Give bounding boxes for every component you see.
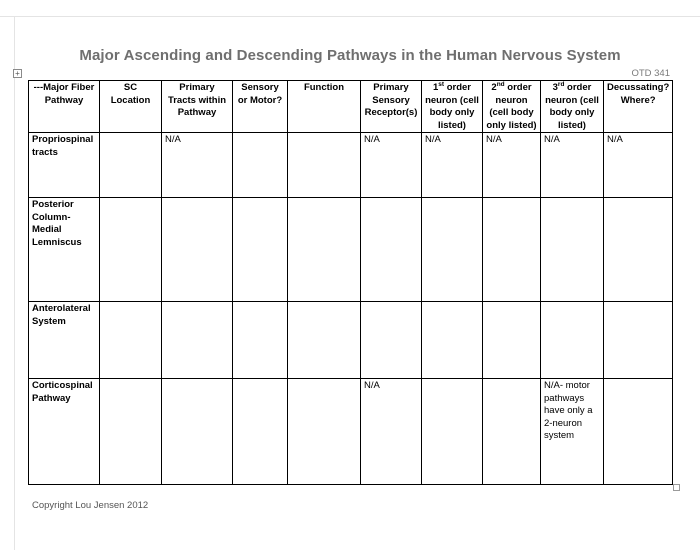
header-first-order-suffix: st bbox=[438, 80, 445, 88]
table-cell[interactable]: N/A bbox=[422, 133, 483, 198]
header-second-order-text: order neuron (cell body only listed) bbox=[486, 82, 537, 131]
table-row-propriospinal bbox=[29, 133, 673, 198]
header-first-order-ordinal: 1 bbox=[432, 82, 439, 93]
header-second-order-neuron bbox=[483, 81, 541, 133]
header-third-order-suffix: rd bbox=[557, 80, 565, 88]
row-label: Posterior Column-Medial Lemniscus bbox=[29, 198, 100, 302]
table-cell[interactable] bbox=[233, 379, 288, 485]
header-second-order-suffix: nd bbox=[496, 80, 505, 88]
table-cell[interactable]: N/A bbox=[361, 379, 422, 485]
header-sc-location: SC Location bbox=[100, 81, 162, 133]
table-cell[interactable]: N/A bbox=[162, 133, 233, 198]
table-cell[interactable] bbox=[361, 198, 422, 302]
header-decussating: Decussating? Where? bbox=[604, 81, 673, 133]
table-row-anterolateral bbox=[29, 302, 673, 379]
table-cell[interactable] bbox=[483, 302, 541, 379]
table-cell[interactable] bbox=[422, 302, 483, 379]
table-cell[interactable]: N/A bbox=[361, 133, 422, 198]
pathways-table bbox=[28, 80, 673, 485]
table-cell[interactable] bbox=[162, 198, 233, 302]
page-title: Major Ascending and Descending Pathways in the Human Nervous System bbox=[79, 47, 621, 64]
header-row bbox=[29, 81, 673, 133]
table-cell[interactable] bbox=[541, 302, 604, 379]
page-left-edge bbox=[14, 16, 15, 550]
table-cell[interactable] bbox=[541, 198, 604, 302]
table-cell[interactable] bbox=[100, 198, 162, 302]
header-first-order-text: order neuron (cell body only listed) bbox=[425, 82, 479, 131]
table-cell[interactable] bbox=[361, 302, 422, 379]
header-third-order-neuron bbox=[541, 81, 604, 133]
table-row-corticospinal bbox=[29, 379, 673, 485]
table-cell[interactable] bbox=[100, 379, 162, 485]
table-cell[interactable] bbox=[233, 198, 288, 302]
table-cell[interactable] bbox=[604, 379, 673, 485]
table-cell[interactable] bbox=[422, 198, 483, 302]
table-move-handle-icon[interactable]: + bbox=[13, 69, 22, 78]
header-third-order-ordinal: 3 bbox=[552, 82, 558, 93]
header-sensory-or-motor: Sensory or Motor? bbox=[233, 81, 288, 133]
table-cell[interactable] bbox=[604, 302, 673, 379]
table-cell[interactable] bbox=[288, 198, 361, 302]
course-code: OTD 341 bbox=[631, 68, 670, 79]
table-cell[interactable]: N/A bbox=[483, 133, 541, 198]
copyright-footer: Copyright Lou Jensen 2012 bbox=[32, 500, 149, 511]
table-cell[interactable] bbox=[162, 302, 233, 379]
table-cell[interactable] bbox=[233, 302, 288, 379]
header-first-order-neuron bbox=[422, 81, 483, 133]
table-cell[interactable] bbox=[100, 133, 162, 198]
table-cell[interactable]: N/A bbox=[604, 133, 673, 198]
header-primary-sensory-receptors: Primary Sensory Receptor(s) bbox=[361, 81, 422, 133]
table-cell[interactable] bbox=[162, 379, 233, 485]
header-major-fiber-pathway: ---Major Fiber Pathway bbox=[29, 81, 100, 133]
table-resize-handle[interactable] bbox=[673, 484, 680, 491]
header-second-order-ordinal: 2 bbox=[491, 82, 497, 93]
table-cell[interactable] bbox=[483, 379, 541, 485]
table-cell[interactable] bbox=[483, 198, 541, 302]
row-label: Anterolateral System bbox=[29, 302, 100, 379]
row-label: Propriospinal tracts bbox=[29, 133, 100, 198]
row-label: Corticospinal Pathway bbox=[29, 379, 100, 485]
table-cell[interactable] bbox=[288, 302, 361, 379]
header-function: Function bbox=[288, 81, 361, 133]
page-top-edge bbox=[0, 16, 700, 17]
table-cell[interactable]: N/A bbox=[541, 133, 604, 198]
table-cell[interactable]: N/A- motor pathways have only a 2-neuron system bbox=[541, 379, 604, 485]
table-cell[interactable] bbox=[422, 379, 483, 485]
table-cell[interactable] bbox=[288, 379, 361, 485]
table-row-posterior-column bbox=[29, 198, 673, 302]
table-cell[interactable] bbox=[604, 198, 673, 302]
table-cell[interactable] bbox=[100, 302, 162, 379]
header-third-order-text: order neuron (cell body only listed) bbox=[545, 82, 599, 131]
table-cell[interactable] bbox=[233, 133, 288, 198]
header-primary-tracts: Primary Tracts within Pathway bbox=[162, 81, 233, 133]
table-cell[interactable] bbox=[288, 133, 361, 198]
